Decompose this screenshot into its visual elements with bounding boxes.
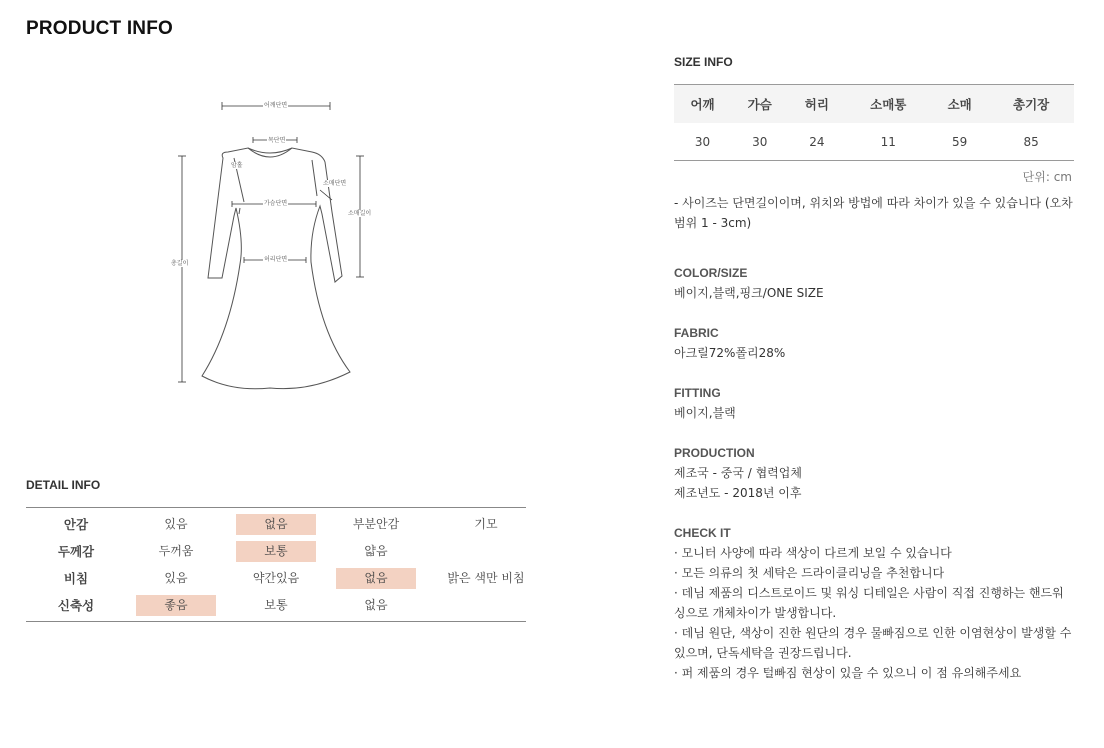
- fitting-value: 베이지,블랙: [674, 406, 736, 420]
- detail-option-selected: 없음: [236, 514, 316, 535]
- size-value-cell: 85: [1023, 134, 1039, 149]
- detail-option: 보통: [264, 598, 288, 612]
- page-title: PRODUCT INFO: [26, 18, 174, 39]
- check-it-list: [674, 543, 1074, 683]
- detail-option: 얇음: [364, 544, 388, 558]
- chest-width-label: 가슴단면: [264, 200, 288, 207]
- production-title: PRODUCTION: [674, 446, 755, 460]
- detail-option: 약간있음: [252, 571, 300, 585]
- size-header-cell: 소매통: [845, 85, 931, 124]
- detail-option: 부분안감: [352, 517, 400, 531]
- size-header-row: [674, 85, 1074, 124]
- production-year: 제조년도 - 2018년 이후: [674, 486, 802, 500]
- detail-row: [26, 538, 526, 565]
- sleeve-length-label: 소매길이: [348, 210, 372, 217]
- production-origin: 제조국 - 중국 / 협력업체: [674, 466, 802, 480]
- detail-row: [26, 565, 526, 592]
- size-value-cell: 24: [809, 134, 825, 149]
- check-it-section: [674, 523, 1084, 683]
- size-value-cell: 30: [752, 134, 768, 149]
- size-header-cell: 총기장: [988, 85, 1074, 124]
- color-size-value: 베이지,블랙,핑크/ONE SIZE: [674, 286, 824, 300]
- detail-option: 두꺼움: [158, 544, 194, 558]
- waist-width-label: 허리단면: [264, 256, 288, 263]
- detail-row: [26, 592, 526, 619]
- detail-info-title: DETAIL INFO: [26, 478, 101, 492]
- size-header-cell: 허리: [788, 85, 845, 124]
- detail-row-label: 신축성: [57, 598, 95, 613]
- detail-row: [26, 511, 526, 538]
- garment-size-diagram: [160, 92, 380, 397]
- color-size-title: COLOR/SIZE: [674, 266, 748, 280]
- size-value-cell: 59: [952, 134, 968, 149]
- detail-option-selected: 좋음: [136, 595, 216, 616]
- size-header-cell: 소매: [931, 85, 988, 124]
- size-info-title: SIZE INFO: [674, 55, 733, 69]
- shoulder-width-label: 어깨단면: [264, 102, 288, 109]
- size-header-cell: 어깨: [674, 85, 731, 124]
- detail-row-label: 두께감: [57, 544, 95, 559]
- detail-option-selected: 보통: [236, 541, 316, 562]
- size-note-text: - 사이즈는 단면길이이며, 위치와 방법에 따라 차이가 있을 수 있습니다 (오차범위 1 - 3cm): [674, 196, 1073, 230]
- check-it-item: · 데님 제품의 디스트로이드 및 워싱 디테일은 사람이 직접 진행하는 핸드워싱으로 개체차이가 발생합니다.: [674, 586, 1064, 620]
- detail-row-label: 안감: [63, 517, 89, 532]
- size-unit-label: 단위: cm: [1022, 170, 1072, 184]
- detail-option: 있음: [164, 571, 188, 585]
- check-it-item: · 퍼 제품의 경우 털빠짐 현상이 있을 수 있으니 이 점 유의해주세요: [674, 666, 1022, 680]
- check-it-item: · 모니터 사양에 따라 색상이 다르게 보일 수 있습니다: [674, 546, 952, 560]
- check-it-title: CHECK IT: [674, 526, 731, 540]
- fabric-value: 아크릴72%폴리28%: [674, 346, 786, 360]
- detail-option-selected: 없음: [336, 568, 416, 589]
- fitting-title: FITTING: [674, 386, 721, 400]
- size-value-row: [674, 123, 1074, 161]
- neck-width-label: 목단면: [268, 137, 286, 144]
- detail-info-table: [26, 507, 526, 622]
- production-section: [674, 443, 1084, 503]
- detail-option: 밝은 색만 비침: [447, 571, 525, 585]
- armhole-label: 암홀: [231, 162, 243, 169]
- fitting-section: [674, 383, 1084, 423]
- fabric-section: [674, 323, 1084, 363]
- sleeve-width-label: 소매단면: [323, 180, 347, 187]
- size-info-table: [674, 84, 1074, 161]
- fabric-title: FABRIC: [674, 326, 719, 340]
- size-value-cell: 11: [880, 134, 896, 149]
- detail-option: 있음: [164, 517, 188, 531]
- size-value-cell: 30: [694, 134, 711, 149]
- detail-option: 없음: [364, 598, 388, 612]
- total-length-label: 총길이: [171, 260, 189, 267]
- size-header-cell: 가슴: [731, 85, 788, 124]
- color-size-section: [674, 263, 1084, 303]
- detail-row-label: 비침: [63, 571, 89, 586]
- check-it-item: · 모든 의류의 첫 세탁은 드라이클리닝을 추천합니다: [674, 566, 945, 580]
- detail-option: 기모: [474, 517, 498, 531]
- check-it-item: · 데님 원단, 색상이 진한 원단의 경우 물빠짐으로 인한 이염현상이 발생할 수 있으며, 단독세탁을 권장드립니다.: [674, 626, 1072, 660]
